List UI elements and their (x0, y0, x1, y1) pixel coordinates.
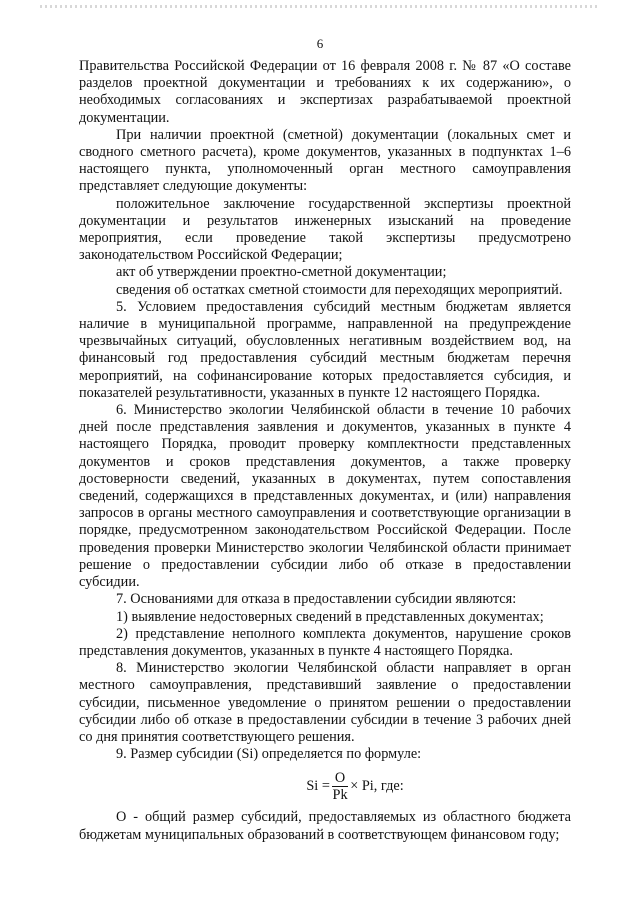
paragraph: При наличии проектной (сметной) документации (локальных смет и сводного сметного расчета), кроме документов, указанных в подпунктах 1–6 настоящего пункта, уполномоченный орган местного самоуправления представляет следующие документы: (79, 126, 571, 195)
formula-lhs: Si = (306, 777, 330, 794)
page-number: 6 (316, 36, 324, 51)
formula-denominator: Pk (332, 786, 348, 803)
formula-fraction (332, 771, 348, 802)
formula-numerator: O (332, 771, 348, 787)
formula-rhs: × Pi, где: (350, 777, 404, 794)
paragraph: сведения об остатках сметной стоимости для переходящих мероприятий. (116, 281, 563, 298)
document-body (79, 58, 571, 844)
scan-header-noise (40, 5, 600, 8)
paragraph: акт об утверждении проектно-сметной документации; (116, 264, 447, 281)
definition-paragraph: О - общий размер субсидий, предоставляемых из областного бюджета бюджетам муниципальных образований в соответствующем финансовом году; (79, 809, 571, 843)
paragraph: Правительства Российской Федерации от 16 февраля 2008 г. № 87 «О составе разделов проектной документации и требованиях к их содержанию», о необходимых согласованиях и экспертизах разрабатываемой проектной документации. (79, 58, 571, 126)
paragraph: 9. Размер субсидии (Si) определяется по формуле: (116, 746, 422, 763)
paragraph: положительное заключение государственной экспертизы проектной документации и результатов инженерных изысканий на проведение мероприятия, если проведение такой экспертизы предусмотрено законодательством Российской Федерации; (79, 195, 571, 264)
paragraph: 5. Условием предоставления субсидий местным бюджетам является наличие в муниципальной программе, направленной на предупреждение чрезвычайных ситуаций, обусловленных негативным воздействием вод, на финансовый год предоставления субсидий местным бюджетам перечня мероприятий, на софинансирование которых предоставляется субсидия, и показателей результативности, указанных в пункте 12 настоящего Порядка. (79, 298, 571, 401)
paragraph: 8. Министерство экологии Челябинской области направляет в орган местного самоуправления, представивший заявление о предоставлении субсидии, письменное уведомление о принятом решении о предоставлении субсидии либо об отказе в предоставлении субсидии в течение 3 рабочих дней со дня принятия соответствующего решения. (79, 660, 571, 745)
paragraph: 6. Министерство экологии Челябинской области в течение 10 рабочих дней после представления заявления и документов, указанных в пункте 4 настоящего Порядка, проводит проверку комплектности представленных документов и сроков представления документов, а также проверку достоверности сведений, указанных в документах, путем сопоставления сведений, содержащихся в представленных документах, и (или) направления запросов в органы местного самоуправления и соответствующие организации в порядке, предусмотренном законодательством Российской Федерации. После проведения проверки Министерство экологии Челябинской области принимает решение о предоставлении субсидии либо об отказе в предоставлении субсидии. (79, 402, 571, 591)
paragraph: 1) выявление недостоверных сведений в представленных документах; (116, 608, 544, 625)
paragraph: 2) представление неполного комплекта документов, нарушение сроков представления документов, указанных в пункте 4 настоящего Порядка. (79, 625, 571, 659)
paragraph: 7. Основаниями для отказа в предоставлении субсидии являются: (116, 591, 517, 608)
subsidy-formula (139, 763, 571, 809)
